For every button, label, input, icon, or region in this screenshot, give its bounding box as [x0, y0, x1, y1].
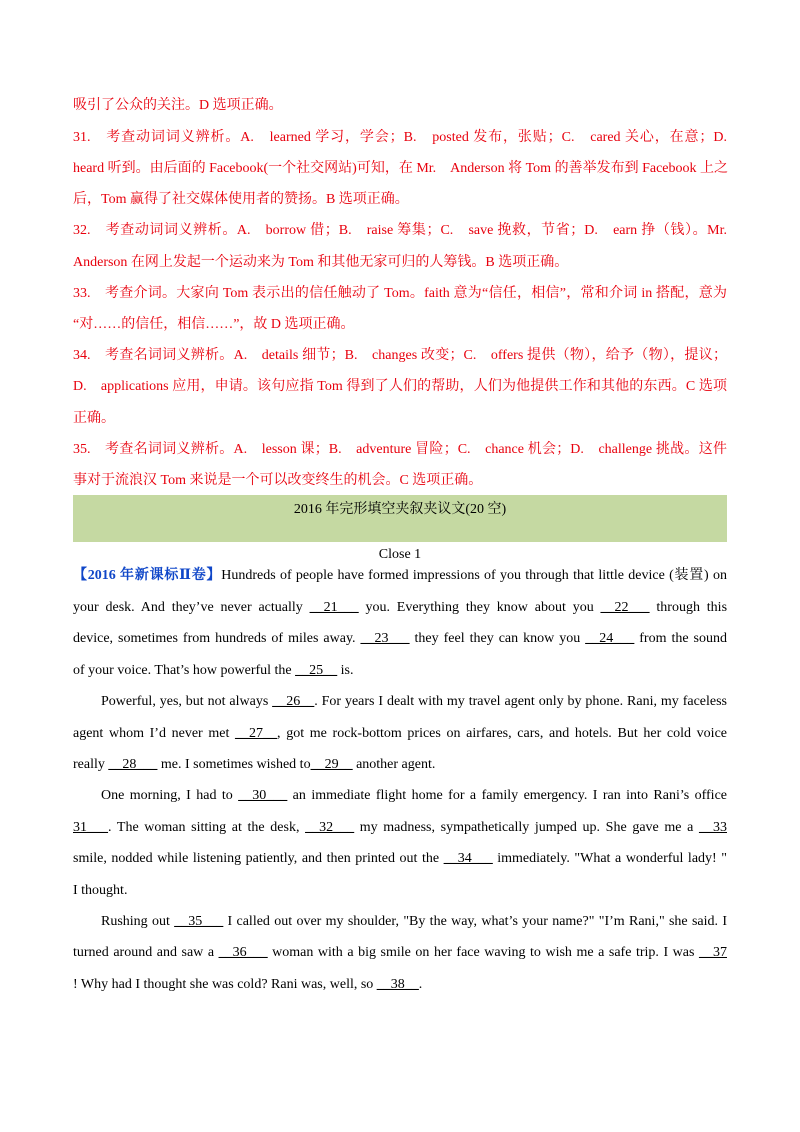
explanation-q35-line1: 35. 考查名词词义辨析。A. lesson 课；B. adventure 冒险；C. chance 机会；D. challenge 挑战。这件 [73, 442, 727, 457]
passage-line [73, 629, 727, 649]
passage-text: woman with a big smile on her face waving to wish me a safe trip. I was [267, 945, 699, 960]
blank-28: __28___ [108, 757, 158, 772]
passage-text: , got me rock-bottom prices on airfares, cars, and hotels. But her cold voice [277, 726, 727, 741]
passage-text: One morning, I had to [101, 788, 239, 803]
blank-31: 31___ [73, 820, 108, 835]
explanation-q33-line2: “对……的信任，相信……”，故 D 选项正确。 [73, 317, 355, 332]
passage-text: immediately. "What a wonderful lady! " [492, 851, 727, 866]
close-title: Close 1 [378, 547, 422, 562]
passage-text: my madness, sympathetically jumped up. She gave me a [354, 820, 699, 835]
passage-line [73, 849, 727, 869]
blank-22: __22___ [600, 600, 650, 615]
passage-line: I thought. [73, 883, 128, 898]
blank-26: __26__ [272, 694, 315, 709]
blank-21: __21___ [309, 600, 359, 615]
blank-33: __33 [699, 820, 727, 835]
explanation-q32-line2: Anderson 在网上发起一个运动来为 Tom 和其他无家可归的人筹钱。B 选项正确。 [73, 255, 569, 270]
explanation-line: 吸引了公众的关注。D 选项正确。 [73, 98, 283, 113]
passage-line [73, 598, 727, 618]
explanation-q31-line3: 后，Tom 赢得了社交媒体使用者的赞扬。B 选项正确。 [73, 192, 409, 207]
source-tag: 【2016 年新课标Ⅱ卷】 [73, 568, 222, 583]
passage-text: Powerful, yes, but not always [101, 694, 273, 709]
passage-line [73, 975, 727, 995]
passage-text: . For years I dealt with my travel agent only by phone. Rani, my faceless [314, 694, 727, 709]
blank-38: __38__ [376, 977, 419, 992]
passage-line [73, 818, 727, 838]
blank-27: __27__ [235, 726, 278, 741]
blank-37: __37 [699, 945, 727, 960]
explanation-q35-line2: 事对于流浪汉 Tom 来说是一个可以改变终生的机会。C 选项正确。 [73, 473, 483, 488]
blank-34: __34___ [443, 851, 493, 866]
explanation-q31-line2: heard 听到。由后面的 Facebook(一个社交网站)可知，在 Mr. Anderson 将 Tom 的善举发布到 Facebook 上之 [73, 161, 729, 176]
passage-line [101, 786, 727, 806]
blank-24: __24___ [585, 631, 635, 646]
blank-23: __23___ [360, 631, 410, 646]
passage-line [101, 912, 727, 932]
passage-text: ! Why had I thought she was cold? Rani was, well, so [73, 977, 377, 992]
passage-text: is. [337, 663, 354, 678]
passage-text: from the sound [634, 631, 728, 646]
passage-text: device, sometimes from hundreds of miles away. [73, 631, 361, 646]
passage-text: smile, nodded while listening patiently, and then printed out the [73, 851, 444, 866]
blank-36: __36___ [218, 945, 268, 960]
passage-text: turned around and saw a [73, 945, 219, 960]
blank-25: __25__ [295, 663, 338, 678]
passage-text: I called out over my shoulder, "By the way, what’s your name?" "I’m Rani," she said. I [223, 914, 727, 929]
explanation-q34-line1: 34. 考查名词词义辨析。A. details 细节；B. changes 改变；C. offers 提供（物），给予（物），提议； [73, 348, 727, 363]
explanation-q31-line1: 31. 考查动词词义辨析。A. learned 学习，学会；B. posted 发布，张贴；C. cared 关心，在意；D. [73, 130, 727, 145]
blank-32: __32___ [305, 820, 355, 835]
passage-text: . [418, 977, 423, 992]
blank-35: __35___ [174, 914, 224, 929]
passage-text: me. I sometimes wished to [157, 757, 311, 772]
passage-line [73, 943, 727, 963]
passage-text: Hundreds of people have formed impressions of you through that little device (装置) on [221, 568, 727, 583]
explanation-q34-line2: D. applications 应用，申请。该句应指 Tom 得到了人们的帮助，人们为他提供工作和其他的东西。C 选项 [73, 379, 727, 394]
passage-line [73, 755, 727, 775]
passage-line [73, 661, 727, 681]
passage-text: . The woman sitting at the desk, [108, 820, 306, 835]
passage-line [73, 566, 727, 586]
passage-text: agent whom I’d never met [73, 726, 236, 741]
blank-30: __30___ [238, 788, 288, 803]
passage-text: your desk. And they’ve never actually [73, 600, 310, 615]
passage-line [73, 724, 727, 744]
passage-text: an immediate flight home for a family emergency. I ran into Rani’s office [287, 788, 727, 803]
passage-text: another agent. [352, 757, 436, 772]
section-banner [73, 495, 727, 542]
passage-text: you. Everything they know about you [358, 600, 601, 615]
passage-text: of your voice. That’s how powerful the [73, 663, 296, 678]
passage-text: Rushing out [101, 914, 175, 929]
explanation-q34-line3: 正确。 [73, 411, 115, 426]
blank-29: __29__ [310, 757, 353, 772]
passage-line [101, 692, 727, 712]
passage-text: through this [649, 600, 728, 615]
section-banner-title: 2016 年完形填空夹叙夹议文(20 空) [293, 502, 507, 517]
explanation-q32-line1: 32. 考查动词词义辨析。A. borrow 借；B. raise 筹集；C. save 挽救，节省；D. earn 挣（钱）。Mr. [73, 223, 727, 238]
passage-text: really [73, 757, 109, 772]
passage-text: they feel they can know you [409, 631, 586, 646]
explanation-q33-line1: 33. 考查介词。大家向 Tom 表示出的信任触动了 Tom。faith 意为“信任，相信”，常和介词 in 搭配，意为 [73, 286, 727, 301]
